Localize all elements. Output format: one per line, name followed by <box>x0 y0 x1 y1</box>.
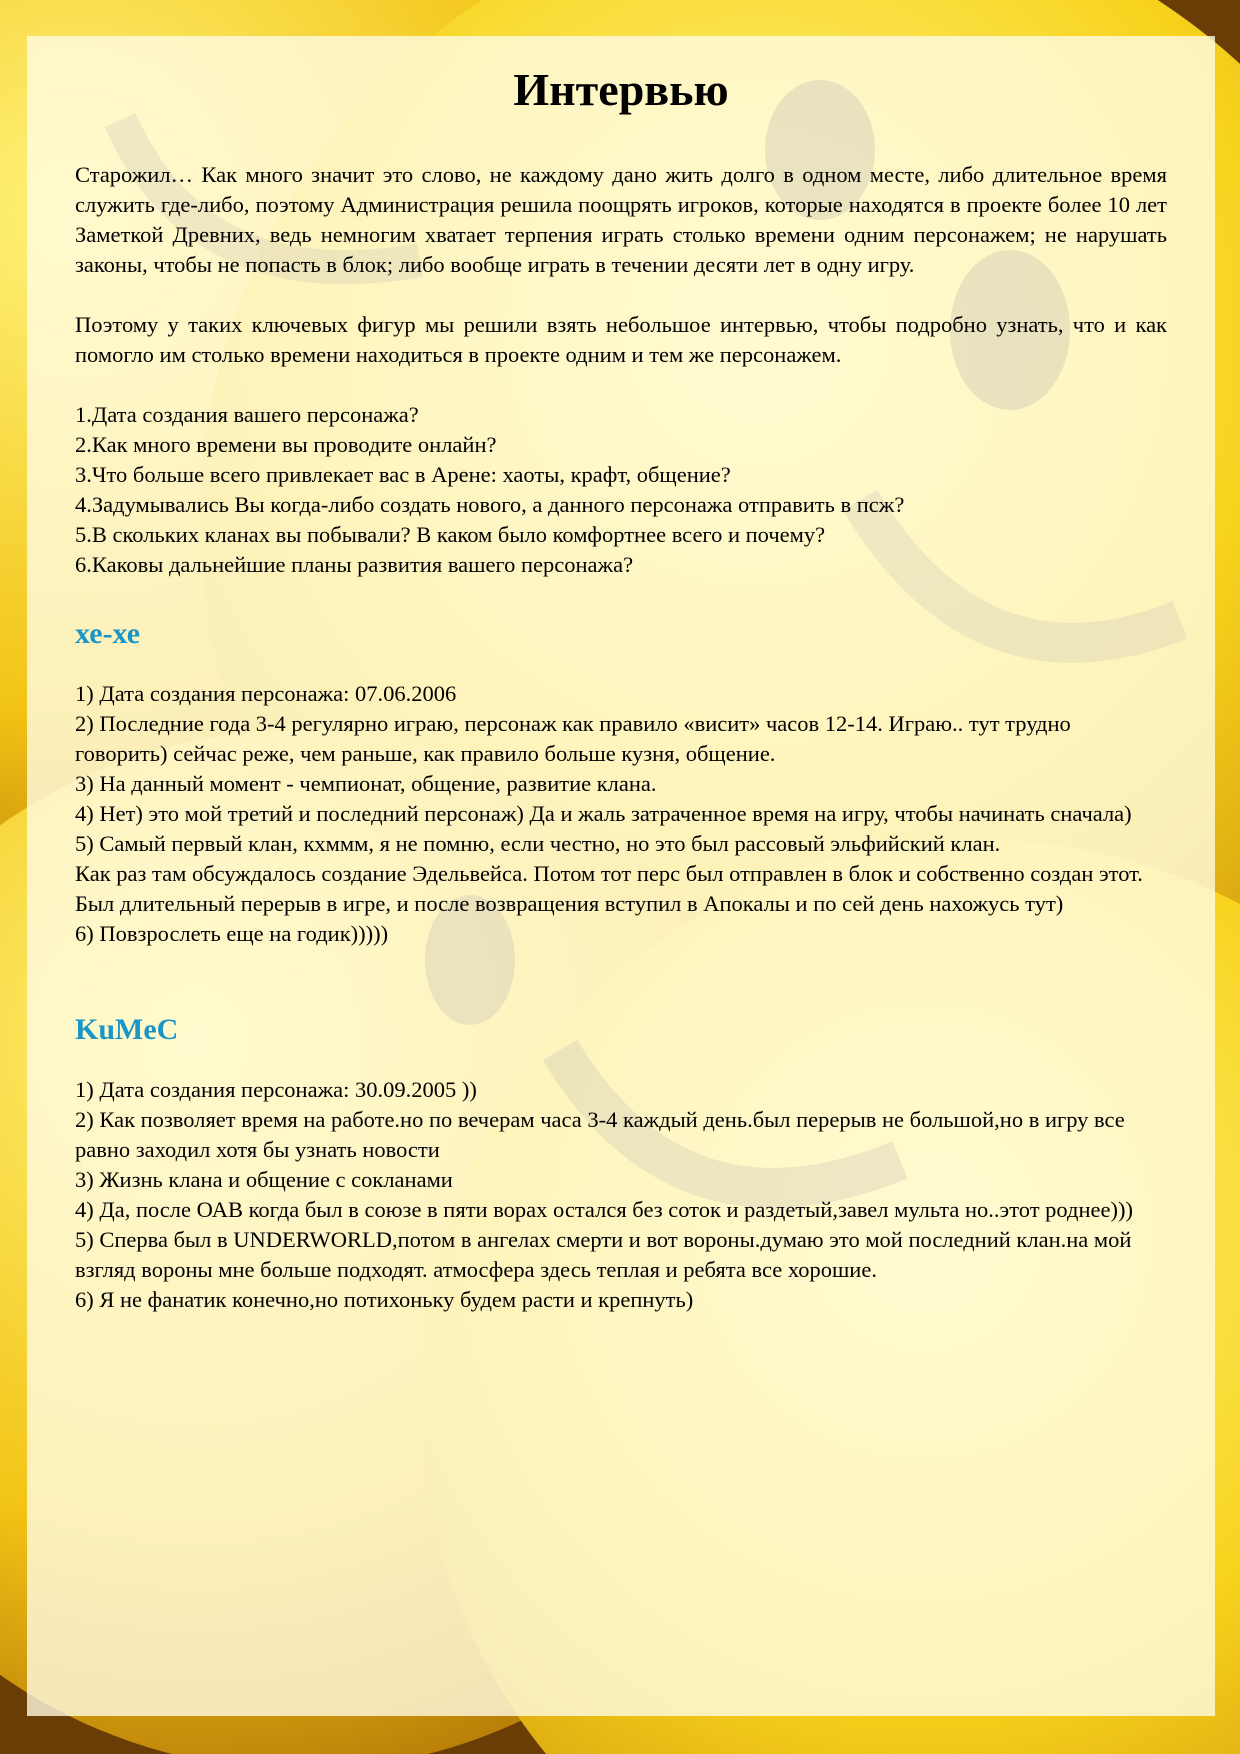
answer-item: 2) Последние года 3-4 регулярно играю, персонаж как правило «висит» часов 12-14. Играю.. тут трудно говорить) сейчас реже, чем раньше, как правило больше кузня, общение. <box>75 711 1071 767</box>
question-list <box>75 400 1167 580</box>
question-item: 2.Как много времени вы проводите онлайн? <box>75 432 497 458</box>
intro-paragraph: Старожил… Как много значит это слово, не каждому дано жить долго в одном месте, либо длительное время служить где-либо, поэтому Администрация решила поощрять игроков, которые находятся в проекте более 10 лет Заметкой Древних, ведь немногим хватает терпения играть столько времени одним персонажем; не нарушать законы, чтобы не попасть в блок; либо вообще играть в течении десяти лет в одну игру. <box>75 162 1167 278</box>
answer-item: 6) Повзрослеть еще на годик))))) <box>75 921 389 947</box>
interviewee-name: хе-хе <box>75 617 141 651</box>
intro-paragraph: Поэтому у таких ключевых фигур мы решили взять небольшое интервью, чтобы подробно узнать, что и как помогло им столько времени находиться в проекте одним и тем же персонажем. <box>75 312 1167 368</box>
answer-item: 5) Самый первый клан, кхммм, я не помню, если честно, но это был рассовый эльфийский клан. <box>75 831 1001 857</box>
answer-item: 4) Да, после ОАВ когда был в союзе в пяти ворах остался без соток и раздетый,завел мульта но..этот роднее))) <box>75 1197 1133 1223</box>
interviewee-name: KuMeC <box>75 1013 179 1047</box>
answer-list <box>75 1075 1167 1315</box>
page-title: Интервью <box>513 64 729 115</box>
answer-item: 5) Сперва был в UNDERWORLD,потом в ангелах смерти и вот вороны.думаю это мой последний клан.на мой взгляд вороны мне больше подходят. атмосфера здесь теплая и ребята все хорошие. <box>75 1227 1132 1283</box>
answer-list <box>75 679 1167 949</box>
question-item: 6.Каковы дальнейшие планы развития вашего персонажа? <box>75 552 634 578</box>
answer-item: Как раз там обсуждалось создание Эдельвейса. Потом тот перс был отправлен в блок и собственно создан этот. Был длительный перерыв в игре, и после возвращения вступил в Апокалы и по сей день нахожусь тут) <box>75 861 1143 917</box>
answer-item: 6) Я не фанатик конечно,но потихоньку будем расти и крепнуть) <box>75 1287 694 1313</box>
answer-item: 2) Как позволяет время на работе.но по вечерам часа 3-4 каждый день.был перерыв не большой,но в игру все равно заходил хотя бы узнать новости <box>75 1107 1125 1163</box>
answer-item: 4) Нет) это мой третий и последний персонаж) Да и жаль затраченное время на игру, чтобы начинать сначала) <box>75 801 1132 827</box>
answer-item: 1) Дата создания персонажа: 07.06.2006 <box>75 681 457 707</box>
question-item: 3.Что больше всего привлекает вас в Арене: хаоты, крафт, общение? <box>75 462 731 488</box>
question-item: 1.Дата создания вашего персонажа? <box>75 402 419 428</box>
answer-item: 3) На данный момент - чемпионат, общение, развитие клана. <box>75 771 657 797</box>
answer-item: 3) Жизнь клана и общение с сокланами <box>75 1167 453 1193</box>
question-item: 5.В скольких кланах вы побывали? В каком было комфортнее всего и почему? <box>75 522 826 548</box>
question-item: 4.Задумывались Вы когда-либо создать нового, а данного персонажа отправить в псж? <box>75 492 905 518</box>
article-page <box>27 36 1215 1716</box>
answer-item: 1) Дата создания персонажа: 30.09.2005 )) <box>75 1077 477 1103</box>
intro-section <box>75 160 1167 370</box>
